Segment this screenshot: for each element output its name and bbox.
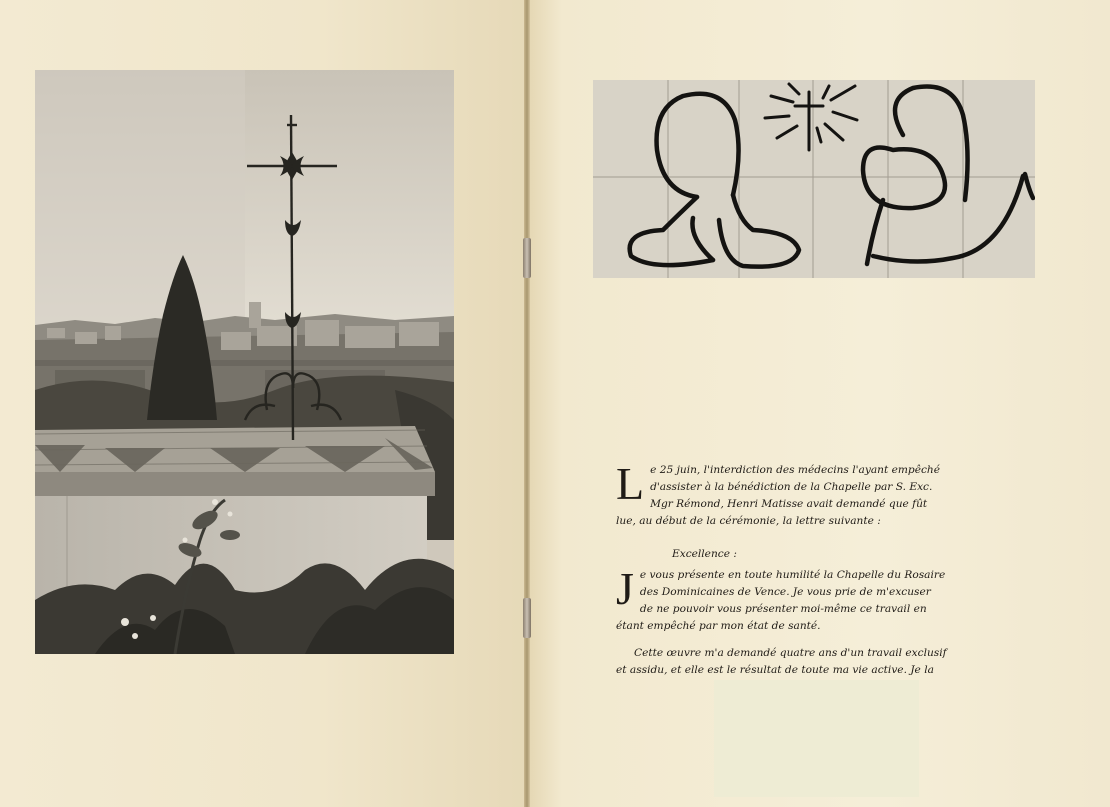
text-line: e 25 juin, l'interdiction des médecins l'ayant empêché — [650, 464, 940, 476]
matisse-drawing — [593, 80, 1035, 278]
text-line: Mgr Rémond, Henri Matisse avait demandé que fût — [650, 498, 928, 510]
text-line: des Dominicaines de Vence. Je vous prie de m'excuser — [639, 586, 931, 598]
left-page — [0, 0, 527, 807]
staple-top — [523, 238, 531, 278]
text-line: Cette œuvre m'a demandé quatre ans d'un travail exclusif — [634, 647, 947, 659]
blank-label-patch — [714, 680, 919, 797]
staple-bottom — [523, 598, 531, 638]
salutation: Excellence : — [672, 548, 737, 560]
letter-paragraph-2 — [616, 645, 976, 679]
text-line: étant empêché par mon état de santé. — [616, 620, 821, 632]
letter-paragraph-1 — [616, 563, 976, 635]
text-line: e vous présente en toute humilité la Chapelle du Rosaire — [639, 569, 946, 581]
dropcap-l: L — [616, 458, 645, 509]
intro-paragraph — [616, 458, 976, 530]
letter-text — [616, 458, 976, 679]
photograph-icon — [35, 70, 454, 654]
book-gutter — [524, 0, 530, 807]
text-line: lue, au début de la cérémonie, la lettre suivante : — [616, 515, 881, 527]
text-line: d'assister à la bénédiction de la Chapelle par S. Exc. — [650, 481, 933, 493]
dropcap-j: J — [616, 563, 634, 614]
line-drawing-icon — [593, 80, 1035, 278]
text-line: et assidu, et elle est le résultat de toute ma vie active. Je la — [616, 664, 934, 676]
text-line: de ne pouvoir vous présenter moi-même ce travail en — [639, 603, 927, 615]
chapel-roof-photo — [35, 70, 454, 654]
